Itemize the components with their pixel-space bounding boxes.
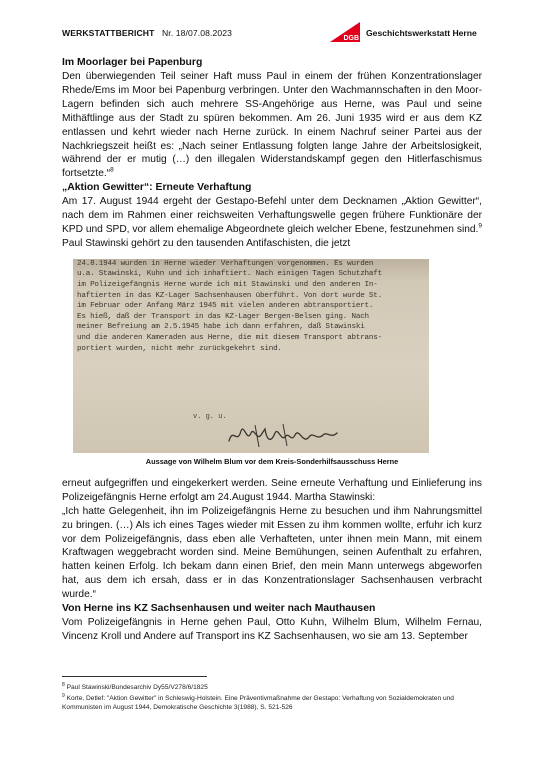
footnote-divider [62, 676, 207, 677]
section-heading-sachsenhausen: Von Herne ins KZ Sachsenhausen und weiter nach Mauthausen [62, 603, 376, 615]
footnote-ref-9[interactable]: 9 [478, 222, 482, 230]
svg-text:DGB: DGB [343, 35, 359, 42]
dgb-logo [330, 22, 360, 42]
continuation-text: erneut aufgegriffen und eingekerkert werden. Seine erneute Verhaftung und Einlieferung ins Polizeigefängnis Herne erfolgt am 24.August 1944. Martha Stawinski: [62, 477, 482, 503]
typed-document-text: 24.8.1944 wurden in Herne wieder Verhaftungen vorgenommen. Es wurden u.a. Stawinski, Kuhn und ich inhaftiert. Nach einigen Tagen Schutzhaft im Polizeigefängnis Herne wurde ich mit Stawinski und den anderen In- haftierten in das KZ-Lager Sachsenhausen überführt. Von dort wurde St. im Februar oder Anfang März 1945 mit vielen anderen abtransportiert. Es hieß, daß der Transport in das KZ-Lager Bergen-Belsen ging. Nach meiner Befreiung am 2.5.1945 habe ich dann erfahren, daß Stawinski und die anderen Kameraden aus Herne, die mit diesem Transport abtrans- portiert wurden, nicht mehr zurückgekehrt sind. [77, 259, 382, 353]
handwritten-signature [225, 419, 345, 451]
section-heading-aktion-gewitter: „Aktion Gewitter“: Erneute Verhaftung [62, 182, 252, 194]
footnote-ref-8[interactable]: 8 [110, 166, 114, 174]
footnotes [62, 676, 482, 712]
document-closing-mark: v. g. u. [193, 412, 227, 421]
header-brand: WERKSTATTBERICHT [62, 28, 155, 38]
section-text-moorlager: Den überwiegenden Teil seiner Haft muss Paul in einem der frühen Konzentrationslager Rhede/Ems im Moor bei Papenburg verbringen. Unter den Wachmannschaften in den Moor-Lagern befinden sich auch mehrere SS-Angehörige aus Herne, was Paul und seine Mithäftlinge aus der Stadt zu spüren bekommen. Am 26. Juni 1935 wird er aus dem KZ entlassen und kehrt wieder nach Herne zurück. In einem Nachruf seiner Partei aus der Nachkriegszeit heißt es: „Nach seiner Entlassung folgten lange Jahre der Arbeitslosigkeit, während der er mutig (…) den illegalen Widerstandskampf gegen den Hitlerfaschismus fortsetzte.“$^8$ [62, 71, 482, 180]
section-text-aktion-gewitter: Am 17. August 1944 ergeht der Gestapo-Befehl unter dem Decknamen „Aktion Gewitter“, nach dem im Rahmen einer reichsweiten Verhaftungswelle gegen frühere Funktionäre der KPD und SPD, vor allem ehemalige Abgeordnete gleich welcher Ebene, festzunehmen sind.$^9$ Paul Stawinski gehört zu den tausenden Antifaschisten, die jetzt [62, 196, 482, 249]
martha-stawinski-quote: „Ich hatte Gelegenheit, ihn im Polizeigefängnis Herne zu besuchen und ihm Nahrungsmittel zu bringen. (…) Als ich eines Tages wieder mit Essen zu ihm kommen wollte, erfuhr ich kurz vor dem Polizeigefängnis, dass eben alle Verhafteten, unter ihnen mein Mann, mit einem Kraftwagen weggebracht worden sind. Meine Bemühungen, seinen Aufenthalt zu erfahren, hatten keinen Erfolg. Ich bekam dann einen Brief, den mein Mann unterwegs abgeworfen hat, aus dem ich ersah, dass er in das Konzentrationslager Sachsenhausen verbracht wurde.“ [62, 505, 482, 601]
header-issue-line [62, 28, 232, 38]
section-heading-moorlager: Im Moorlager bei Papenburg [62, 57, 203, 68]
historical-document-photo [73, 259, 429, 453]
image-caption: Aussage von Wilhelm Blum vor dem Kreis-Sonderhilfsausschuss Herne [145, 456, 399, 466]
footnote-9: $^9$ Korte, Detlef: "Aktion Gewitter" in Schleswig-Holstein. Eine Präventivmaßnahme der Gestapo: Verhaftung von Sozialdemokraten und Kommunisten im August 1944, Demokratische Geschichte 3(1988), S. 521-526 [62, 693, 454, 712]
section-text-sachsenhausen: Vom Polizeigefängnis in Herne gehen Paul, Otto Kuhn, Wilhelm Blum, Wilhelm Fernau, Vincenz Kroll und Andere auf Transport ins KZ Sachsenhausen, wo sie am 13. September [62, 617, 482, 642]
page-header [62, 22, 502, 42]
header-org: Geschichtswerkstatt Herne [366, 28, 477, 38]
article-body [62, 56, 482, 644]
footnote-8: $^8$ Paul Stawinski/Bundesarchiv Dy55/V278/6/1825 [62, 682, 208, 692]
header-issue: Nr. 18/07.08.2023 [161, 28, 232, 38]
